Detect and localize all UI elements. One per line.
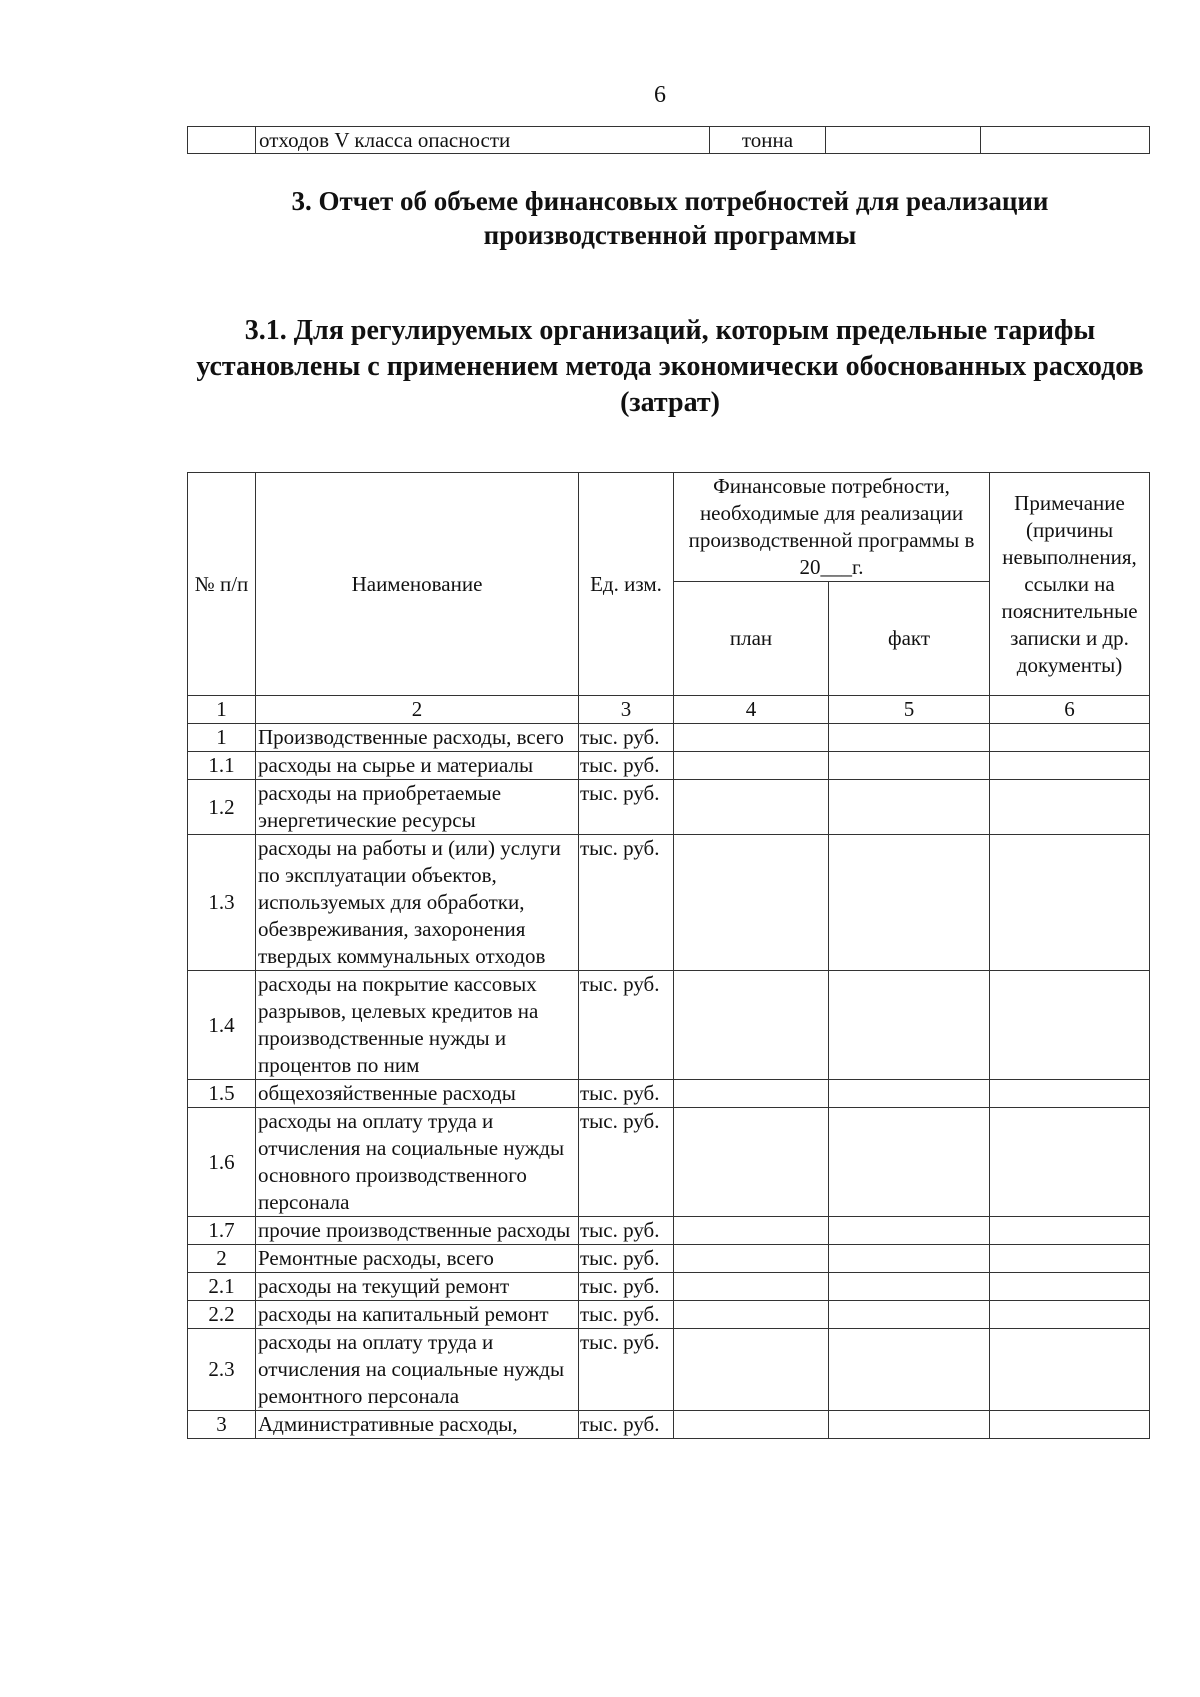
plan-cell	[674, 1080, 829, 1108]
row-name: Административные расходы,	[256, 1411, 579, 1439]
table-row	[188, 1273, 1150, 1301]
table-row	[188, 835, 1150, 971]
table-row	[188, 1245, 1150, 1273]
note-cell	[990, 1245, 1150, 1273]
fact-cell	[829, 1245, 990, 1273]
row-name: расходы на оплату труда и отчисления на социальные нужды основного производственного персонала	[256, 1108, 579, 1217]
fact-cell	[829, 752, 990, 780]
table-cell	[826, 127, 981, 154]
fact-cell	[829, 971, 990, 1080]
note-cell	[990, 971, 1150, 1080]
header-financial-needs: Финансовые потребности, необходимые для реализации производственной программы в 20___г.	[674, 473, 990, 582]
row-unit: тыс. руб.	[579, 752, 674, 780]
continuation-table	[187, 126, 1150, 154]
row-name: расходы на работы и (или) услуги по эксплуатации объектов, используемых для обработки, обезвреживания, захоронения твердых коммунальных отходов	[256, 835, 579, 971]
fact-cell	[829, 780, 990, 835]
table-cell-unit: тонна	[710, 127, 826, 154]
row-unit: тыс. руб.	[579, 1329, 674, 1411]
table-row	[188, 1329, 1150, 1411]
row-name: общехозяйственные расходы	[256, 1080, 579, 1108]
row-number: 2.1	[188, 1273, 256, 1301]
table-row	[188, 1080, 1150, 1108]
header-unit: Ед. изм.	[579, 473, 674, 696]
fact-cell	[829, 1217, 990, 1245]
note-cell	[990, 1301, 1150, 1329]
row-unit: тыс. руб.	[579, 1108, 674, 1217]
plan-cell	[674, 1217, 829, 1245]
column-number: 6	[990, 696, 1150, 724]
row-name: расходы на текущий ремонт	[256, 1273, 579, 1301]
note-cell	[990, 1411, 1150, 1439]
section-title: 3. Отчет об объеме финансовых потребностей для реализации производственной программы	[291, 186, 1049, 250]
row-unit: тыс. руб.	[579, 1217, 674, 1245]
plan-cell	[674, 1411, 829, 1439]
note-cell	[990, 752, 1150, 780]
row-name: прочие производственные расходы	[256, 1217, 579, 1245]
table-row	[188, 780, 1150, 835]
row-name: Ремонтные расходы, всего	[256, 1245, 579, 1273]
plan-cell	[674, 780, 829, 835]
table-cell	[981, 127, 1150, 154]
table-row	[188, 752, 1150, 780]
note-cell	[990, 1329, 1150, 1411]
column-number: 1	[188, 696, 256, 724]
fact-cell	[829, 1108, 990, 1217]
row-unit: тыс. руб.	[579, 835, 674, 971]
plan-cell	[674, 1301, 829, 1329]
plan-cell	[674, 1245, 829, 1273]
plan-cell	[674, 1108, 829, 1217]
subsection-title: 3.1. Для регулируемых организаций, которым предельные тарифы установлены с применением метода экономически обоснованных расходов (затрат)	[196, 315, 1144, 418]
column-number: 2	[256, 696, 579, 724]
table-cell-name: отходов V класса опасности	[256, 127, 710, 154]
row-unit: тыс. руб.	[579, 780, 674, 835]
page-number: 6	[654, 82, 666, 108]
row-name: расходы на капитальный ремонт	[256, 1301, 579, 1329]
plan-cell	[674, 724, 829, 752]
note-cell	[990, 1217, 1150, 1245]
fact-cell	[829, 1080, 990, 1108]
fact-cell	[829, 1301, 990, 1329]
table-row	[188, 971, 1150, 1080]
note-cell	[990, 1273, 1150, 1301]
table-row	[188, 1301, 1150, 1329]
table-row	[188, 1108, 1150, 1217]
note-cell	[990, 1108, 1150, 1217]
plan-cell	[674, 752, 829, 780]
row-number: 2.2	[188, 1301, 256, 1329]
plan-cell	[674, 971, 829, 1080]
row-number: 1.3	[188, 835, 256, 971]
table-cell	[188, 127, 256, 154]
row-unit: тыс. руб.	[579, 1273, 674, 1301]
fact-cell	[829, 1273, 990, 1301]
fact-cell	[829, 1411, 990, 1439]
row-number: 3	[188, 1411, 256, 1439]
header-note: Примечание (причины невыполнения, ссылки на пояснительные записки и др. документы)	[990, 473, 1150, 696]
note-cell	[990, 835, 1150, 971]
column-number-row	[188, 696, 1150, 724]
row-name: расходы на оплату труда и отчисления на социальные нужды ремонтного персонала	[256, 1329, 579, 1411]
plan-cell	[674, 1329, 829, 1411]
table-row	[188, 127, 1150, 154]
row-unit: тыс. руб.	[579, 1301, 674, 1329]
row-unit: тыс. руб.	[579, 1411, 674, 1439]
header-name: Наименование	[256, 473, 579, 696]
row-number: 1.7	[188, 1217, 256, 1245]
row-number: 2	[188, 1245, 256, 1273]
column-number: 5	[829, 696, 990, 724]
row-name: расходы на покрытие кассовых разрывов, целевых кредитов на производственные нужды и процентов по ним	[256, 971, 579, 1080]
row-number: 1.5	[188, 1080, 256, 1108]
plan-cell	[674, 835, 829, 971]
row-number: 1	[188, 724, 256, 752]
row-number: 1.6	[188, 1108, 256, 1217]
column-number: 3	[579, 696, 674, 724]
row-name: расходы на приобретаемые энергетические ресурсы	[256, 780, 579, 835]
row-unit: тыс. руб.	[579, 1245, 674, 1273]
table-row	[188, 1217, 1150, 1245]
note-cell	[990, 724, 1150, 752]
fact-cell	[829, 724, 990, 752]
fact-cell	[829, 835, 990, 971]
header-row	[188, 473, 1150, 582]
note-cell	[990, 780, 1150, 835]
row-name: Производственные расходы, всего	[256, 724, 579, 752]
row-number: 1.4	[188, 971, 256, 1080]
table-row	[188, 1411, 1150, 1439]
row-unit: тыс. руб.	[579, 1080, 674, 1108]
row-number: 1.2	[188, 780, 256, 835]
row-name: расходы на сырье и материалы	[256, 752, 579, 780]
column-number: 4	[674, 696, 829, 724]
header-num: № п/п	[188, 473, 256, 696]
header-plan: план	[674, 582, 829, 696]
row-unit: тыс. руб.	[579, 971, 674, 1080]
financial-needs-table	[187, 472, 1150, 1439]
row-number: 1.1	[188, 752, 256, 780]
row-number: 2.3	[188, 1329, 256, 1411]
row-unit: тыс. руб.	[579, 724, 674, 752]
fact-cell	[829, 1329, 990, 1411]
table-row	[188, 724, 1150, 752]
header-fact: факт	[829, 582, 990, 696]
note-cell	[990, 1080, 1150, 1108]
plan-cell	[674, 1273, 829, 1301]
